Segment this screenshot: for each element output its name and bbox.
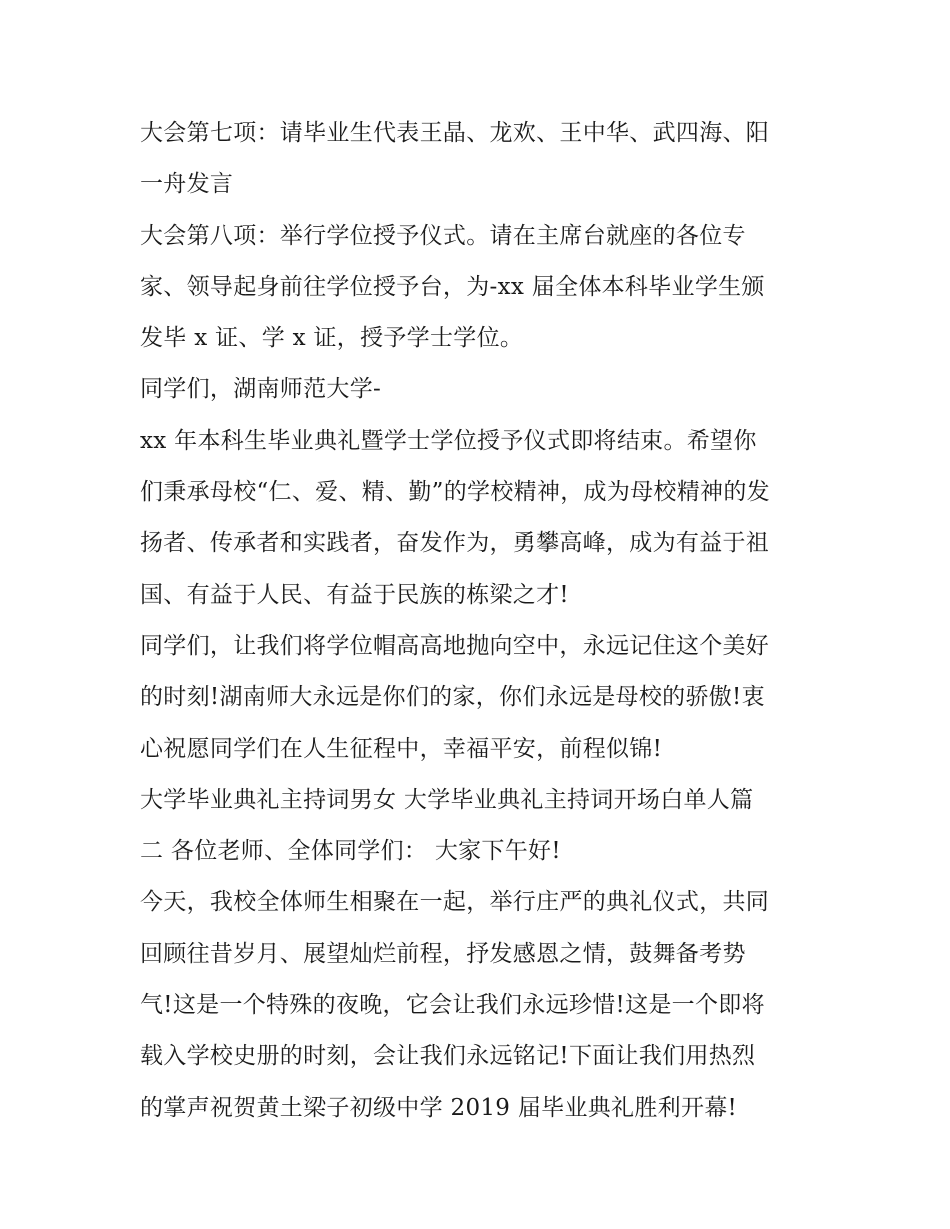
text-line: 一舟发言 xyxy=(140,171,234,198)
text-line: 大学毕业典礼主持词男女 大学毕业典礼主持词开场白单人篇 xyxy=(140,786,754,813)
text-line: xx 年本科生毕业典礼暨学士学位授予仪式即将结束。希望你 xyxy=(140,427,757,454)
text-line: 大会第七项：请毕业生代表王晶、龙欢、王中华、武四海、阳 xyxy=(140,120,770,146)
text-line: 回顾往昔岁月、展望灿烂前程，抒发感恩之情，鼓舞备考势 xyxy=(140,940,746,967)
text-line: 国、有益于人民、有益于民族的栋梁之才! xyxy=(140,581,569,608)
document-body xyxy=(140,108,820,1134)
text-line: 们秉承母校“仁、爱、精、勤”的学校精神，成为母校精神的发 xyxy=(140,479,770,506)
text-line: 发毕 x 证、学 x 证，授予学士学位。 xyxy=(140,325,524,352)
text-line: 今天，我校全体师生相聚在一起，举行庄严的典礼仪式，共同 xyxy=(140,889,770,916)
text-line: 载入学校史册的时刻，会让我们永远铭记!下面让我们用热烈 xyxy=(140,1043,756,1070)
text-line: 心祝愿同学们在人生征程中，幸福平安，前程似锦! xyxy=(140,735,663,762)
text-line: 大会第八项：举行学位授予仪式。请在主席台就座的各位专 xyxy=(140,222,746,249)
text-line: 家、领导起身前往学位授予台，为-xx 届全体本科毕业学生颁 xyxy=(140,273,765,300)
text-line: 二 各位老师、全体同学们： 大家下午好! xyxy=(140,838,561,865)
text-line: 的时刻!湖南师大永远是你们的家，你们永远是母校的骄傲!衷 xyxy=(140,684,765,711)
text-line: 的掌声祝贺黄土梁子初级中学 2019 届毕业典礼胜利开幕! xyxy=(140,1094,738,1121)
text-line: 同学们，让我们将学位帽高高地抛向空中，永远记住这个美好 xyxy=(140,632,770,659)
text-line: 同学们，湖南师范大学- xyxy=(140,376,382,403)
text-line: 扬者、传承者和实践者，奋发作为，勇攀高峰，成为有益于祖 xyxy=(140,530,770,557)
text-line: 气!这是一个特殊的夜晚，它会让我们永远珍惜!这是一个即将 xyxy=(140,992,765,1019)
